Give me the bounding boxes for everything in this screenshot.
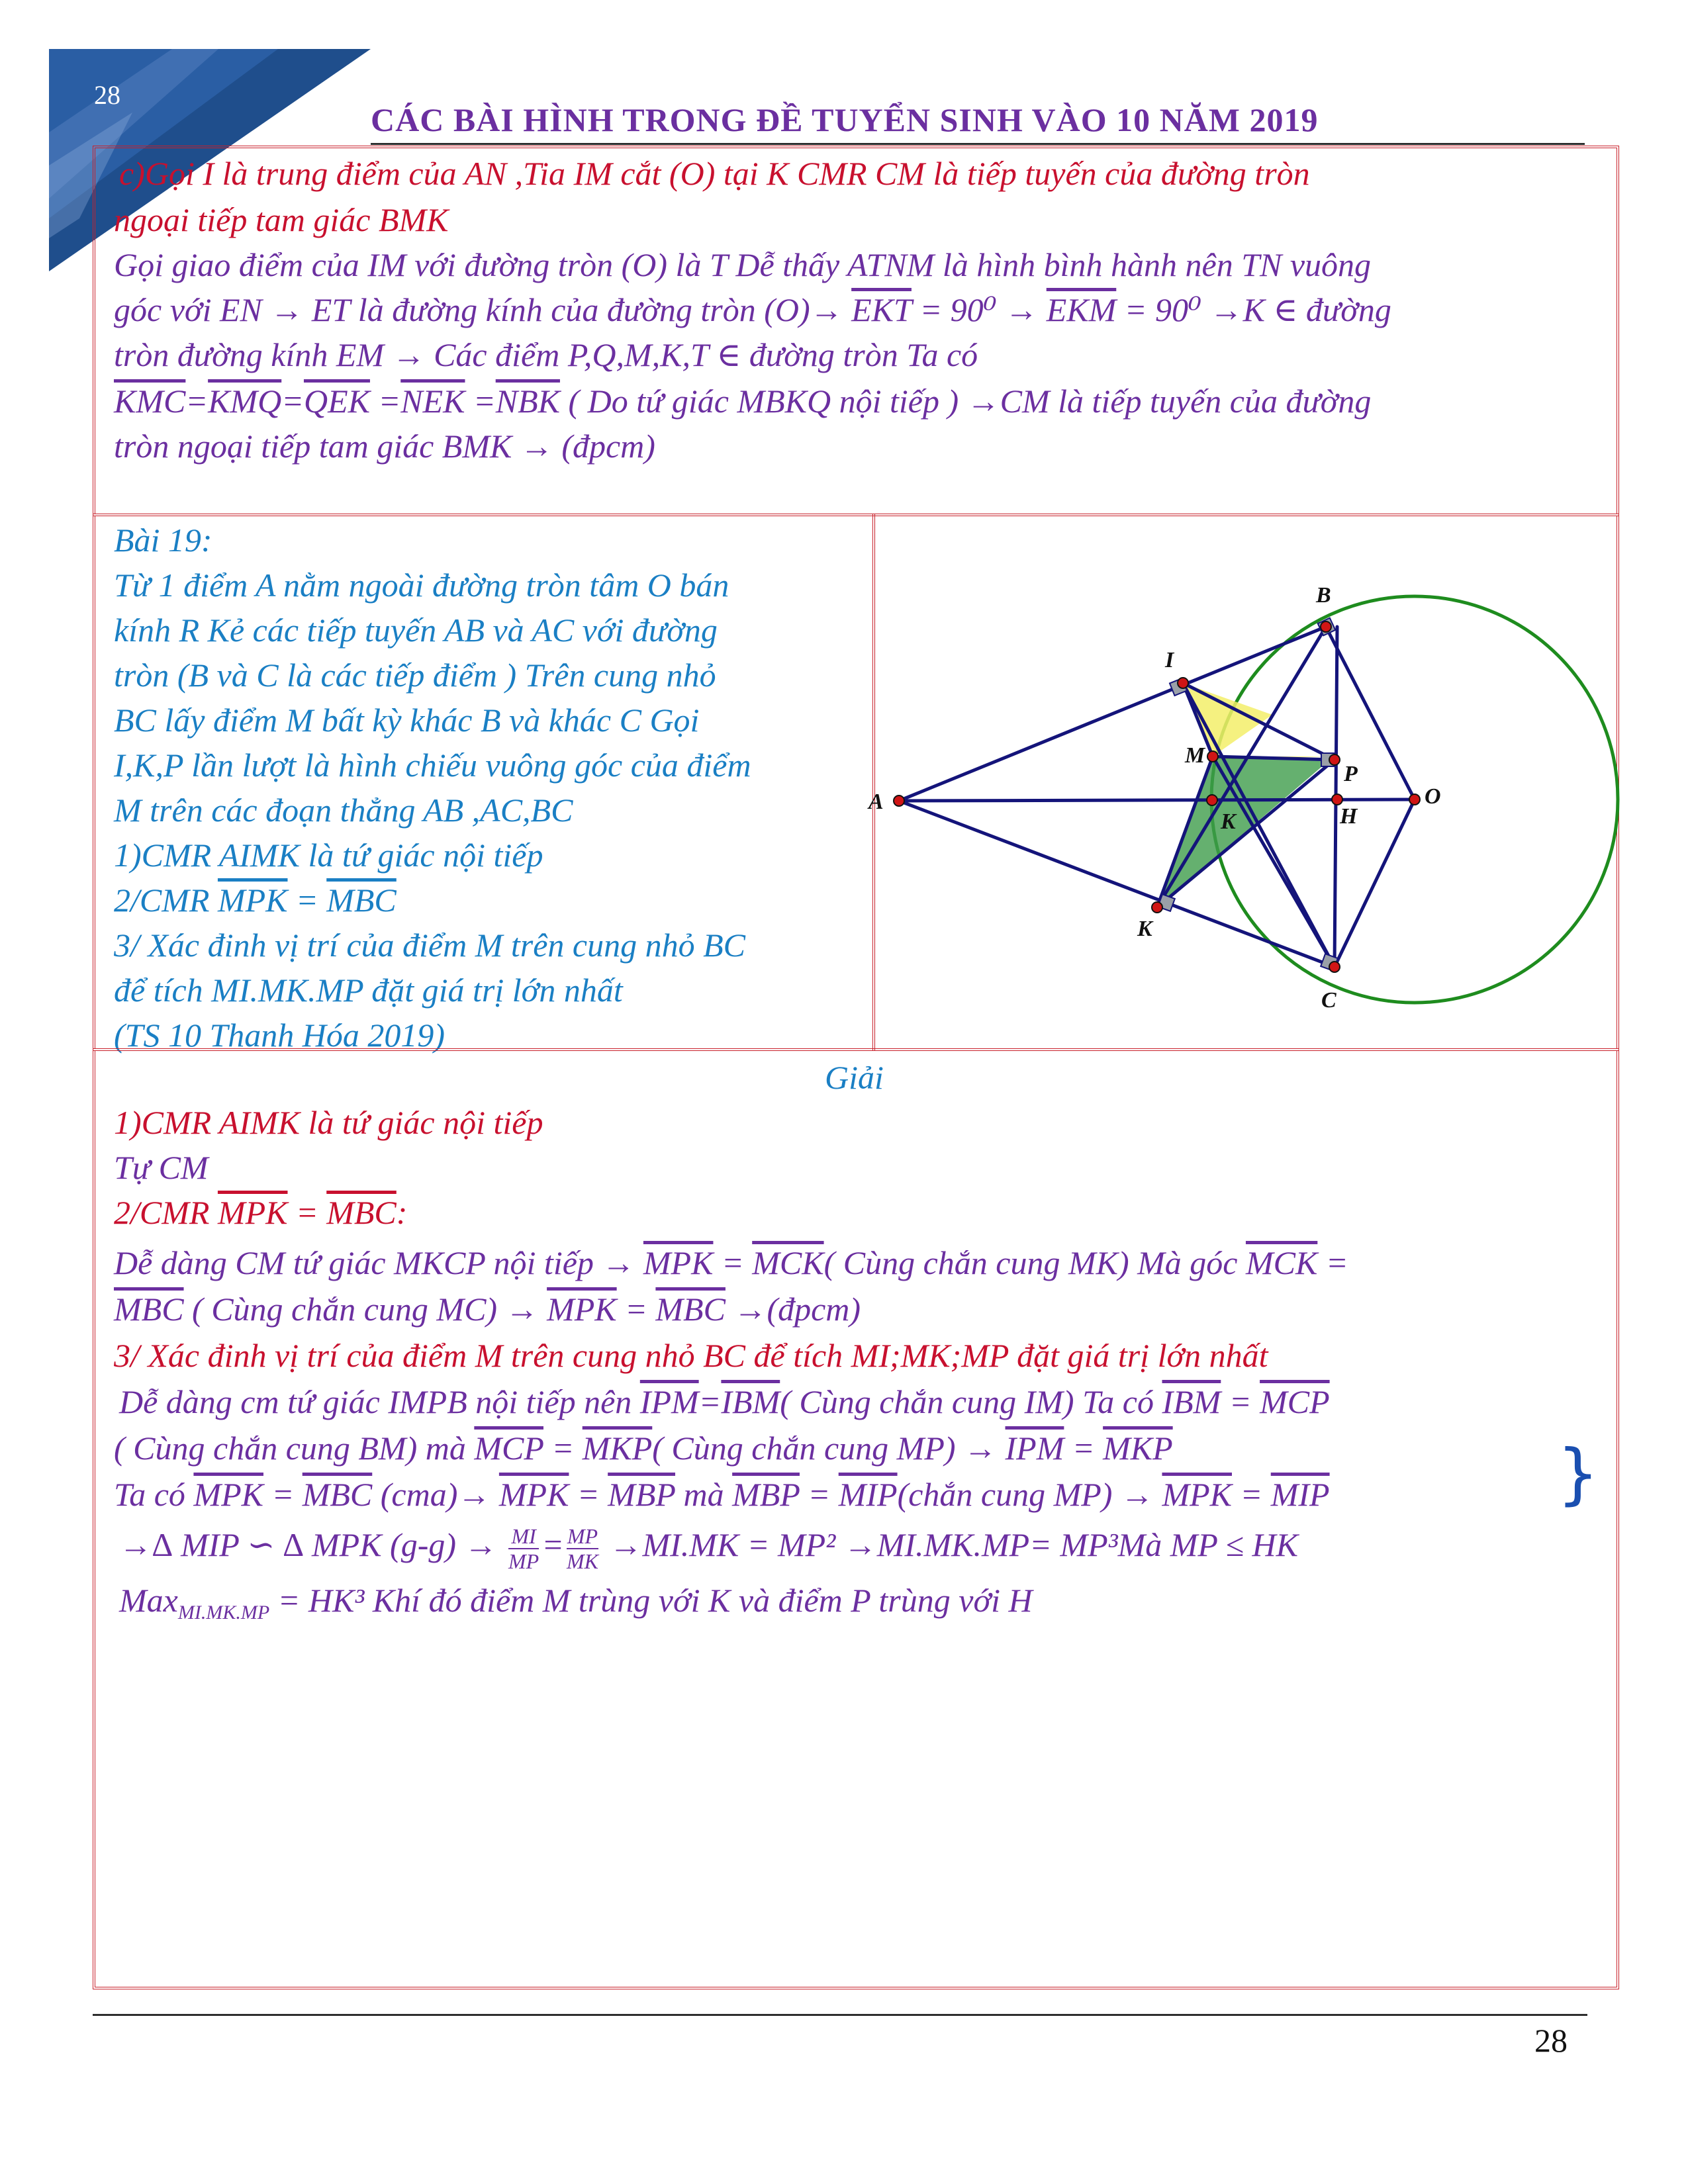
problem-source: (TS 10 Thanh Hóa 2019) [114,1017,445,1054]
solution-part3-title: 3/ Xác đinh vị trí của điểm M trên cung nhỏ BC để tích MI;MK;MP đặt giá trị lớn nhất [114,1337,1268,1374]
label-h: H [1340,804,1358,829]
solution-line: $\overline{MBC}$ ( Cùng chắn cung $MC) \to \overline{MPK} = \overline{MBC}$ →(đpcm) [114,1291,861,1328]
problem-line: tròn (B và C là các tiếp điểm ) Trên cung nhỏ [114,657,716,694]
part-c-line2: ngoại tiếp tam giác BMK [114,201,449,238]
problem-title: Bài 19: [114,522,212,559]
solution-heading: Giải [825,1059,884,1096]
part-c-line7: tròn ngoại tiếp tam giác BMK → (đpcm) [114,428,655,465]
label-o: O [1425,784,1441,809]
page-number-bottom: 28 [1534,2022,1568,2059]
solution-part2-title: 2/CMR $\overline{MPK} = \overline{MBC}$: [114,1194,408,1231]
problem-line: để tích MI.MK.MP đặt giá trị lớn nhất [114,972,623,1009]
geometry-figure [868,516,1617,1048]
problem-line: M trên các đoạn thẳng AB ,AC,BC [114,792,573,829]
solution-part1-title: 1)CMR AIMK là tứ giác nội tiếp [114,1104,543,1141]
brace-symbol: } [1557,1435,1599,1512]
label-p: P [1344,762,1358,786]
part-c-line4: góc với EN → ET là đường kính của đường tròn $(O)\to \overline{EKT} = 90^0 \to \overline{EKM} = 90^0 \to K$ ∈ đường [114,291,1391,328]
part-c-line3: Gọi giao điểm của IM với đường tròn (O) là T Dễ thấy ATNM là hình bình hành nên TN vuông [114,246,1372,283]
label-i: I [1165,648,1174,672]
solution-line: Ta có $\overline{MPK} = \overline{MBC}$ $(cma)\to \overline{MPK} = \overline{MBP}$ mà $\overline{MBP}$ = $\overline{MIP}(chắn$ cung $MP) \to \overline{MPK} = \overline{MIP}$ [114,1476,1330,1513]
problem-line: BC lấy điểm M bất kỳ khác B và khác C Gọi [114,702,700,739]
label-c: C [1321,988,1336,1013]
part-c-line5: tròn đường kính EM → Các điểm P,Q,M,K,T ∈ đường tròn Ta có [114,336,978,373]
problem-line: Từ 1 điểm A nằm ngoài đường tròn tâm O bán [114,567,729,604]
problem-question-2: 2/CMR $\overline{MPK} = \overline{MBC}$ [114,882,397,919]
label-a: A [868,790,884,814]
solution-part1-text: Tự CM [114,1149,209,1186]
problem-line: kính R Kẻ các tiếp tuyến AB và AC với đường [114,612,718,649]
label-m: M [1185,743,1205,768]
part-c-line1: c)Gọi I là trung điểm của AN ,Tia IM cắt (O) tại K CMR CM là tiếp tuyến của đường tròn [119,155,1310,192]
solution-similarity-line: →∆ MIP ∽ ∆ MPK (g-g) → $\frac{MI}{MP}$ = $\frac{MP}{MK}$ →MI.MK = MP² →MI.MK.MP= MP³Mà MP ≤ HK [119,1524,1298,1573]
solution-line: ( Cùng chắn cung BM) mà $\overline{MCP} = \overline{MKP}$( Cùng chắn cung $MP) \to \overline{IPM} = \overline{MKP}$ [114,1430,1173,1467]
solution-line: Dễ dàng CM tứ giác MKCP nội tiếp → $\overline{MPK} = \overline{MCK}$( Cùng chắn cung MK) Mà góc $\overline{MCK}$ = [114,1244,1348,1281]
problem-question-1: 1)CMR AIMK là tứ giác nội tiếp [114,837,543,874]
label-k: K [1137,917,1152,941]
page-title: CÁC BÀI HÌNH TRONG ĐỀ TUYỂN SINH VÀO 10 NĂM 2019 [371,101,1319,138]
label-b: B [1316,583,1331,608]
part-c-line6: $\overline{KMC}=\overline{KMQ}=\overline{QEK} =\overline{NEK} =\overline{NBK}$ ( Do tứ giác MBKQ nội tiếp ) →CM là tiếp tuyến của đường [114,383,1372,420]
problem-line: I,K,P lần lượt là hình chiếu vuông góc của điểm [114,747,751,784]
label-k-inner: K [1221,809,1236,834]
solution-conclusion: Max$_{MI.MK.MP}$ = HK³ Khí đó điểm M trùng với K và điểm P trùng với H [119,1582,1033,1623]
header-divider [371,143,1585,145]
solution-line: Dễ dàng cm tứ giác IMPB nội tiếp nên $\overline{IPM}=\overline{IBM}$( Cùng chắn cung IM) Ta có $\overline{IBM} = \overline{MCP}$ [119,1383,1330,1420]
page-number-top: 28 [94,80,120,110]
problem-question-3: 3/ Xác đinh vị trí của điểm M trên cung nhỏ BC [114,927,746,964]
footer-divider [93,2014,1587,2016]
